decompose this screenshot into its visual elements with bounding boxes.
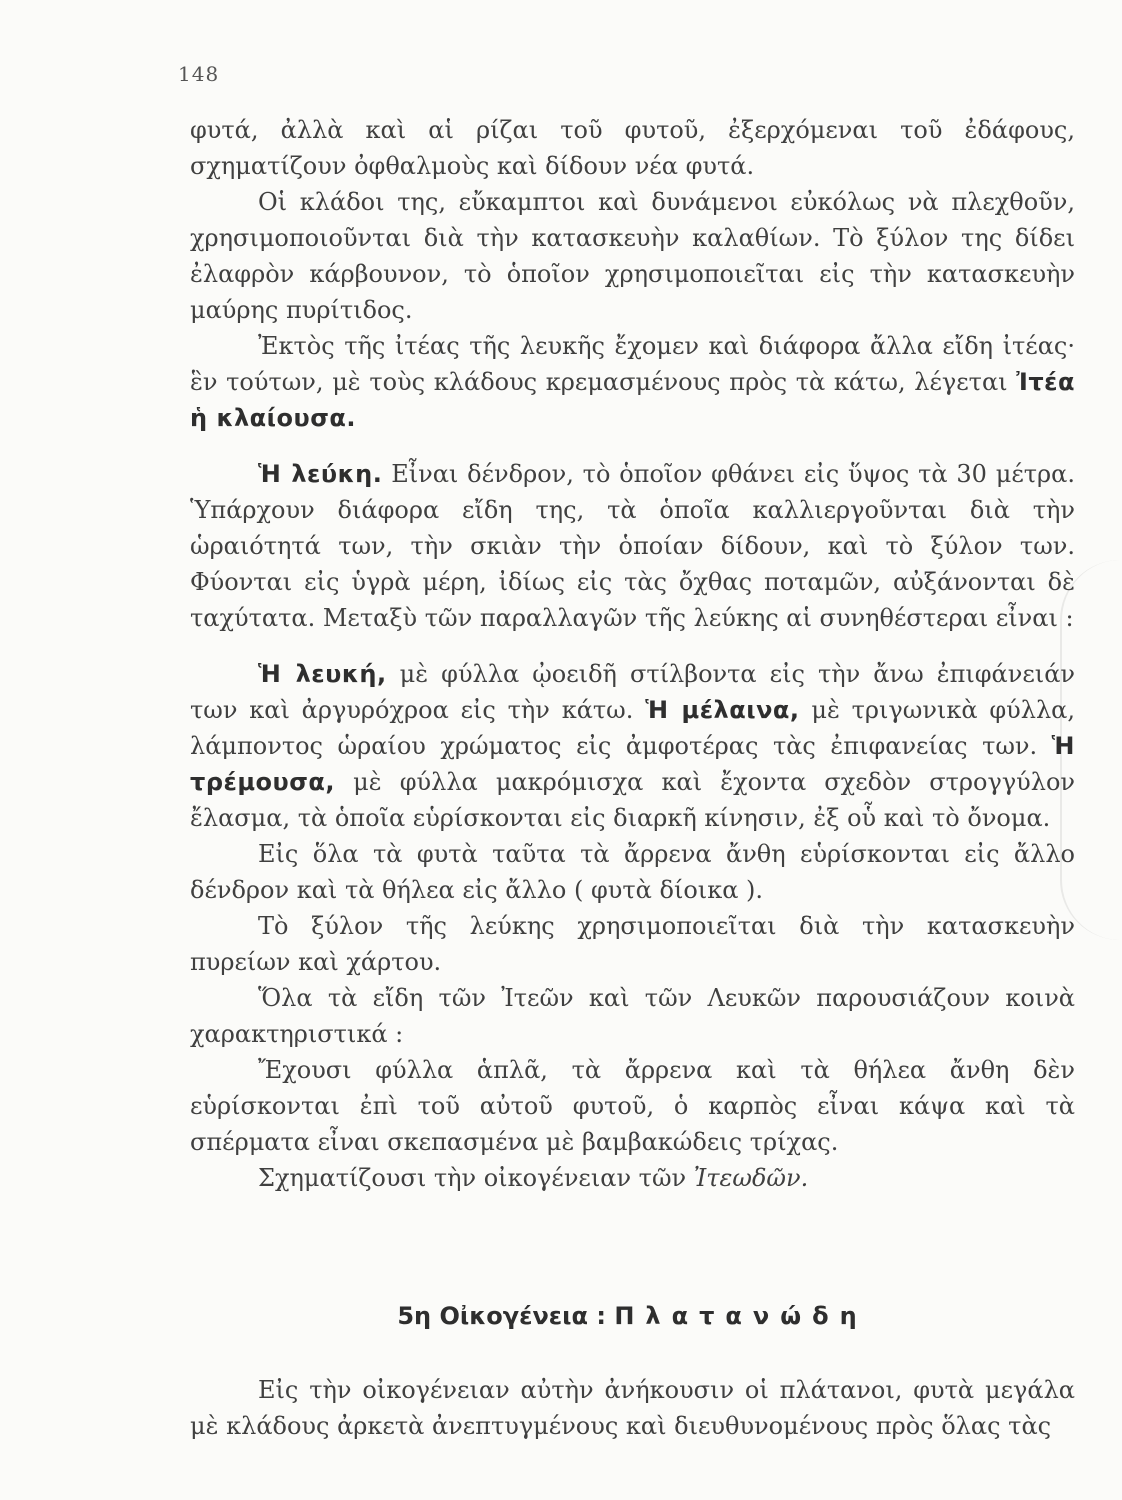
body-text [190,112,1075,1196]
page-number: 148 [178,62,220,86]
paragraph [190,456,1075,636]
paragraph [190,328,1075,436]
heading-family-name: Πλατανώδη [614,1302,868,1330]
text-run: Σχηματίζουσι τὴν οἰκογένειαν τῶν [258,1164,694,1192]
bold-term: Ἡ λευκή, [258,660,387,688]
paragraph [190,1160,1075,1196]
text-run: φυτά, ἀλλὰ καὶ αἱ ρίζαι τοῦ φυτοῦ, ἐξερχόμεναι τοῦ ἐδάφους, σχηματίζουν ὀφθαλμοὺς καὶ δίδουν νέα φυτά. [190,116,1075,180]
italic-term: Ἰτεωδῶν. [693,1164,809,1192]
paragraph [190,656,1075,836]
paragraph [190,980,1075,1052]
paragraph [190,1052,1075,1160]
section-heading [190,1302,1075,1330]
bold-term: Ἡ μέλαινα, [645,696,800,724]
closing-text [190,1372,1075,1444]
paragraph [190,908,1075,980]
closing-paragraph: Εἰς τὴν οἰκογένειαν αὐτὴν ἀνήκουσιν οἱ πλάτανοι, φυτὰ μεγάλα μὲ κλάδους ἀρκετὰ ἀνεπτυγμένους καὶ διευθυνομένους πρὸς ὅλας τὰς [190,1376,1075,1440]
paragraph-gap [190,636,1075,656]
text-run: Ὅλα τὰ εἴδη τῶν Ἰτεῶν καὶ τῶν Λευκῶν παρουσιάζουν κοινὰ χαρακτηριστικά : [190,984,1075,1048]
bold-term: Ἡ τρέμουσα, [190,732,1075,796]
text-run: μὲ τριγωνικὰ φύλλα, λάμποντος ὡραίου χρώματος εἰς ἀμφοτέρας τὰς ἐπιφανείας των. [190,696,1075,760]
text-run: Εἶναι δένδρον, τὸ ὁποῖον φθάνει εἰς ὕψος τὰ 30 μέτρα. Ὑπάρχουν διάφορα εἴδη της, τὰ ὁποῖα καλλιεργοῦνται διὰ τὴν ὡραιότητά των, τὴν σκιὰν τὴν ὁποίαν δίδουν, καὶ τὸ ξύλον των. Φύονται εἰς ὑγρὰ μέρη, ἰδίως εἰς τὰς ὄχθας ποταμῶν, αὐξάνονται δὲ ταχύτατα. Μεταξὺ τῶν παραλλαγῶν τῆς λεύκης αἱ συνηθέστεραι εἶναι : [190,460,1075,632]
text-run: μὲ φύλλα ᾠοειδῆ στίλβοντα εἰς τὴν ἄνω ἐπιφάνειάν των καὶ ἀργυρόχροα εἰς τὴν κάτω. [190,660,1075,724]
text-run: Εἰς ὅλα τὰ φυτὰ ταῦτα τὰ ἄρρενα ἄνθη εὑρίσκονται εἰς ἄλλο δένδρον καὶ τὰ θήλεα εἰς ἄλλο ( φυτὰ δίοικα ). [190,840,1075,904]
paragraph-gap [190,436,1075,456]
bold-term: Ἡ λεύκη. [258,460,383,488]
text-run: Τὸ ξύλον τῆς λεύκης χρησιμοποιεῖται διὰ τὴν κατασκευὴν πυρείων καὶ χάρτου. [190,912,1075,976]
text-run: Ἐκτὸς τῆς ἰτέας τῆς λευκῆς ἔχομεν καὶ διάφορα ἄλλα εἴδη ἰτέας· ἓν τούτων, μὲ τοὺς κλάδους κρεμασμένους πρὸς τὰ κάτω, λέγεται [190,332,1075,396]
paragraph [190,112,1075,184]
heading-prefix: 5η Οἰκογένεια : [397,1302,606,1330]
paragraph [190,184,1075,328]
paragraph [190,836,1075,908]
text-run: μὲ φύλλα μακρόμισχα καὶ ἔχοντα σχεδὸν στρογγύλον ἔλασμα, τὰ ὁποῖα εὑρίσκονται εἰς διαρκῆ κίνησιν, ἐξ οὗ καὶ τὸ ὄνομα. [190,768,1075,832]
text-run: Οἱ κλάδοι της, εὔκαμπτοι καὶ δυνάμενοι εὐκόλως νὰ πλεχθοῦν, χρησιμοποιοῦνται διὰ τὴν κατασκευὴν καλαθίων. Τὸ ξύλον της δίδει ἐλαφρὸν κάρβουνον, τὸ ὁποῖον χρησιμοποιεῖται εἰς τὴν κατασκευὴν μαύρης πυρίτιδος. [190,188,1075,324]
bold-term: Ἰτέα ἡ κλαίουσα. [190,368,1075,432]
text-run: Ἔχουσι φύλλα ἁπλᾶ, τὰ ἄρρενα καὶ τὰ θήλεα ἄνθη δὲν εὑρίσκονται ἐπὶ τοῦ αὐτοῦ φυτοῦ, ὁ καρπὸς εἶναι κάψα καὶ τὰ σπέρματα εἶναι σκεπασμένα μὲ βαμβακώδεις τρίχας. [190,1056,1075,1156]
